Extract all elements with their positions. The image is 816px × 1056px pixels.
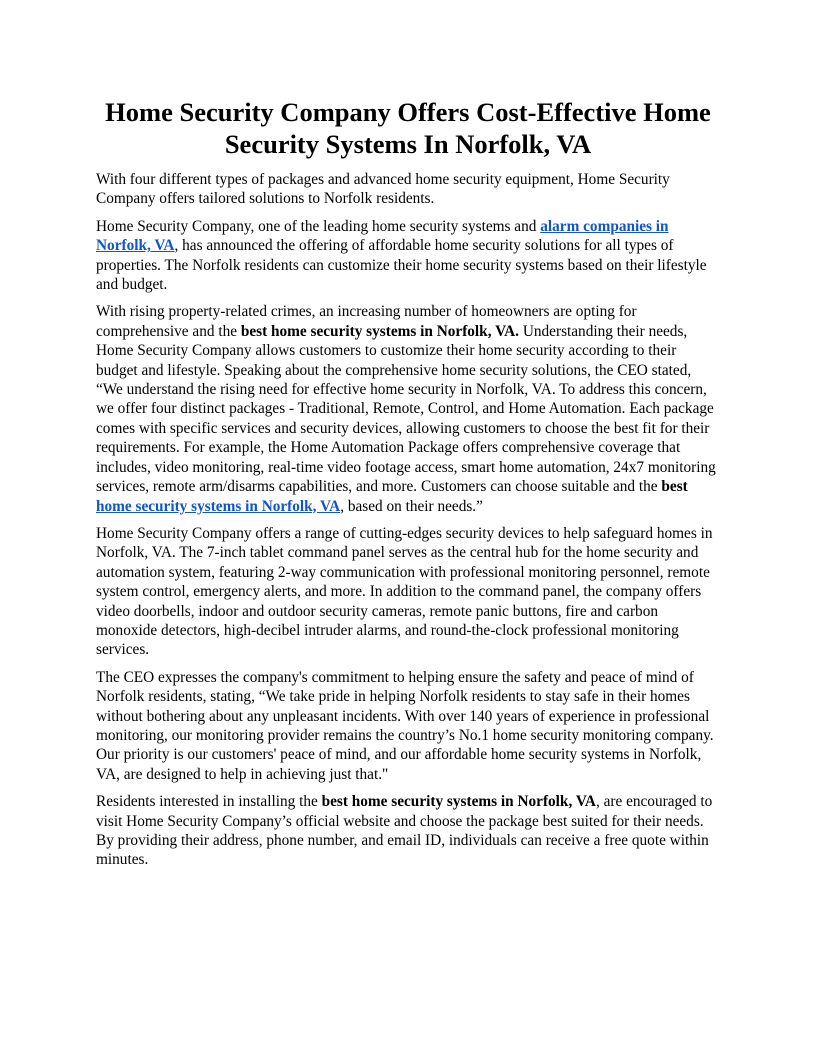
paragraph-text: Residents interested in installing the — [96, 793, 322, 811]
paragraph-ceo-statement — [96, 302, 720, 515]
alarm-companies-link[interactable]: alarm companies in Norfolk, VA — [96, 217, 669, 255]
document-page — [96, 96, 720, 878]
bold-keyword: best home security systems in Norfolk, VA — [321, 793, 596, 811]
paragraph-text: , based on their needs.” — [340, 497, 483, 515]
paragraph-text: , are encouraged to visit Home Security Company’s official website and choose the package best suited for their needs. By providing their address, phone number, and email ID, individuals can receive a free quote within minutes. — [96, 793, 713, 869]
paragraph-commitment: The CEO expresses the company's commitment to helping ensure the safety and peace of mind of Norfolk residents, stating, “We take pride in helping Norfolk residents to stay safe in their homes without bothering about any unpleasant incidents. With over 140 years of experience in professional monitoring, our monitoring provider remains the country’s No.1 home security monitoring company. Our priority is our customers' peace of mind, and our affordable home security systems in Norfolk, VA, are designed to help in achieving just that." — [96, 668, 714, 783]
paragraph-text: Home Security Company, one of the leading home security systems and — [96, 217, 541, 235]
intro-paragraph: With four different types of packages and advanced home security equipment, Home Security Company offers tailored solutions to Norfolk residents. — [96, 171, 670, 208]
document-title: Home Security Company Offers Cost-Effective Home Security Systems In Norfolk, VA — [105, 97, 711, 159]
paragraph-text: Understanding their needs, Home Security Company allows customers to customize their home security according to their budget and lifestyle. Speaking about the comprehensive home security solutions, the CEO stated, “We understand the rising need for effective home security in Norfolk, VA. To address this concern, we offer four distinct packages - Traditional, Remote, Control, and Home Automation. Each package comes with specific services and security devices, allowing customers to choose the best fit for their requirements. For example, the Home Automation Package offers comprehensive coverage that includes, video monitoring, real-time video footage access, smart home automation, 24x7 monitoring services, remote arm/disarms capabilities, and more. Customers can choose suitable and the — [96, 322, 716, 496]
home-security-systems-link[interactable]: home security systems in Norfolk, VA — [96, 497, 341, 515]
paragraph-announcement — [96, 217, 720, 295]
bold-keyword: best — [661, 478, 688, 496]
paragraph-devices: Home Security Company offers a range of cutting-edges security devices to help safeguard homes in Norfolk, VA. The 7-inch tablet command panel serves as the central hub for the home security and automation system, featuring 2-way communication with professional monitoring personnel, remote system control, emergency alerts, and more. In addition to the command panel, the company offers video doorbells, indoor and outdoor security cameras, remote panic buttons, fire and carbon monoxide detectors, high-decibel intruder alarms, and round-the-clock professional monitoring services. — [96, 524, 713, 659]
paragraph-text: , has announced the offering of affordable home security solutions for all types of properties. The Norfolk residents can customize their home security systems based on their lifestyle and budget. — [96, 237, 707, 294]
bold-keyword: best home security systems in Norfolk, VA. — [240, 322, 520, 340]
paragraph-text: With rising property-related crimes, an increasing number of homeowners are opting for comprehensive and the — [96, 303, 637, 340]
paragraph-call-to-action — [96, 792, 720, 870]
